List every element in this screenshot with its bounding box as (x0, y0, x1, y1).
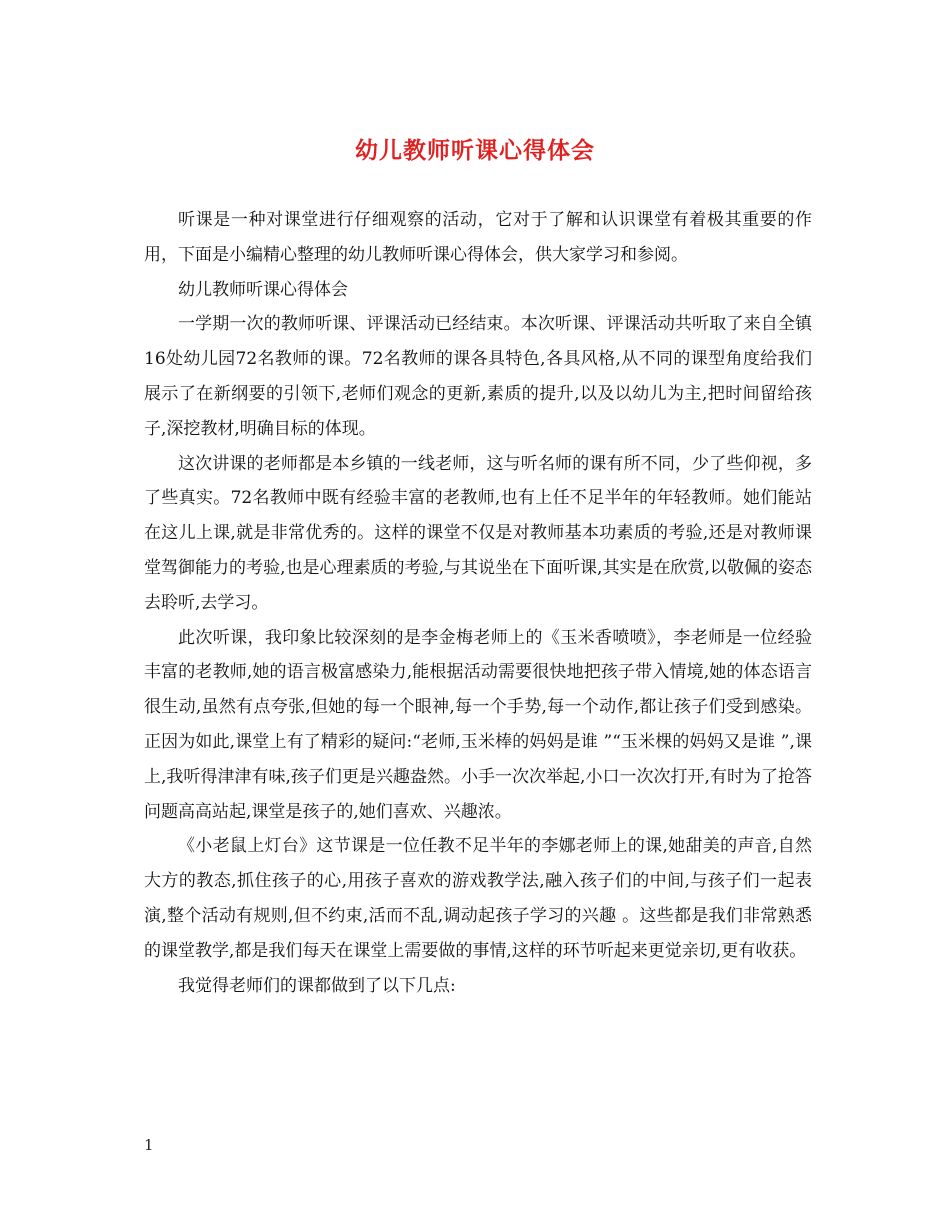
paragraph-summary-intro: 我觉得老师们的课都做到了以下几点: (178, 975, 456, 996)
paragraph-overview: 一学期一次的教师听课、评课活动已经结束。本次听课、评课活动共听取了来自全镇16处幼儿园72名教师的课。72名教师的课各具特色,各具风格,从不同的课型角度给我们展示了在新纲要的引领下,老师们观念的更新,素质的提升,以及以幼儿为主,把时间留给孩子,深挖教材,明确目标的体现。 (144, 314, 812, 439)
paragraph-corn-lesson: 此次听课，我印象比较深刻的是李金梅老师上的《玉米香喷喷》，李老师是一位经验丰富的老教师,她的语言极富感染力,能根据活动需要很快地把孩子带入情境,她的体态语言很生动,虽然有点夸张,但她的每一个眼神,每一个手势,每一个动作,都让孩子们受到感染。正因为如此,课堂上有了精彩的疑问:“老师,玉米棒的妈妈是谁 ”“玉米棵的妈妈又是谁 ”,课上,我听得津津有味,孩子们更是兴趣盎然。小手一次次举起,小口一次次打开,有时为了抢答问题高高站起,课堂是孩子的,她们喜欢、兴趣浓。 (144, 627, 812, 822)
paragraph-mouse-lesson: 《小老鼠上灯台》这节课是一位任教不足半年的李娜老师上的课,她甜美的声音,自然大方的教态,抓住孩子的心,用孩子喜欢的游戏教学法,融入孩子们的中间,与孩子们一起表演,整个活动有规则,但不约束,活而不乱,调动起孩子学习的兴趣 。这些都是我们非常熟悉的课堂教学,都是我们每天在课堂上需要做的事情,这样的环节听起来更觉亲切,更有收获。 (144, 836, 812, 961)
document-title: 幼儿教师听课心得体会 (355, 137, 595, 164)
paragraph-subheading: 幼儿教师听课心得体会 (178, 279, 348, 300)
paragraph-teachers: 这次讲课的老师都是本乡镇的一线老师，这与听名师的课有所不同，少了些仰视，多了些真实。72名教师中既有经验丰富的老教师,也有上任不足半年的年轻教师。她们能站在这儿上课,就是非常优秀的。这样的课堂不仅是对教师基本功素质的考验,还是对教师课堂驾御能力的考验,也是心理素质的考验,与其说坐在下面听课,其实是在欣赏,以敬佩的姿态去聆听,去学习。 (144, 453, 812, 613)
page-number: 1 (144, 1136, 154, 1154)
document-body (144, 203, 812, 1003)
paragraph-intro: 听课是一种对课堂进行仔细观察的活动，它对于了解和认识课堂有着极其重要的作用，下面是小编精心整理的幼儿教师听课心得体会，供大家学习和参阅。 (144, 210, 812, 265)
